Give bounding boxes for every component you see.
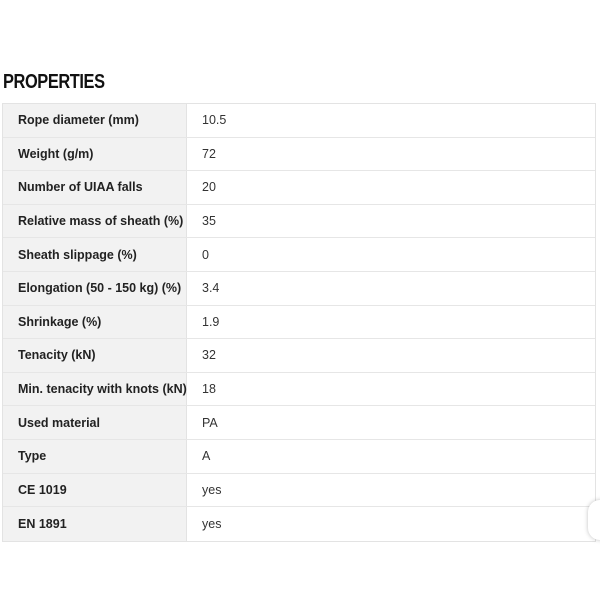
property-label: Used material bbox=[3, 406, 187, 439]
table-row bbox=[3, 171, 595, 205]
table-row bbox=[3, 205, 595, 239]
table-row bbox=[3, 507, 595, 541]
table-row bbox=[3, 138, 595, 172]
property-value: yes bbox=[187, 474, 595, 507]
property-value: 35 bbox=[187, 205, 595, 238]
table-row bbox=[3, 474, 595, 508]
property-value: 0 bbox=[187, 238, 595, 271]
properties-table bbox=[2, 103, 596, 542]
property-label: Elongation (50 - 150 kg) (%) bbox=[3, 272, 187, 305]
property-value: 18 bbox=[187, 373, 595, 406]
property-label: Type bbox=[3, 440, 187, 473]
property-value: 20 bbox=[187, 171, 595, 204]
section-title: PROPERTIES bbox=[3, 71, 105, 93]
table-row bbox=[3, 306, 595, 340]
property-label: Number of UIAA falls bbox=[3, 171, 187, 204]
property-value: A bbox=[187, 440, 595, 473]
property-value: 72 bbox=[187, 138, 595, 171]
property-value: 32 bbox=[187, 339, 595, 372]
property-label: Min. tenacity with knots (kN) bbox=[3, 373, 187, 406]
property-label: EN 1891 bbox=[3, 507, 187, 541]
property-value: PA bbox=[187, 406, 595, 439]
property-label: Rope diameter (mm) bbox=[3, 104, 187, 137]
property-value: 10.5 bbox=[187, 104, 595, 137]
property-label: Weight (g/m) bbox=[3, 138, 187, 171]
table-row bbox=[3, 272, 595, 306]
table-row bbox=[3, 104, 595, 138]
scroll-handle[interactable] bbox=[588, 500, 600, 540]
property-label: Sheath slippage (%) bbox=[3, 238, 187, 271]
property-label: Shrinkage (%) bbox=[3, 306, 187, 339]
property-value: 3.4 bbox=[187, 272, 595, 305]
property-value: yes bbox=[187, 507, 595, 541]
table-row bbox=[3, 440, 595, 474]
property-label: Relative mass of sheath (%) bbox=[3, 205, 187, 238]
table-row bbox=[3, 238, 595, 272]
property-label: CE 1019 bbox=[3, 474, 187, 507]
table-row bbox=[3, 406, 595, 440]
property-value: 1.9 bbox=[187, 306, 595, 339]
property-label: Tenacity (kN) bbox=[3, 339, 187, 372]
table-row bbox=[3, 373, 595, 407]
table-row bbox=[3, 339, 595, 373]
